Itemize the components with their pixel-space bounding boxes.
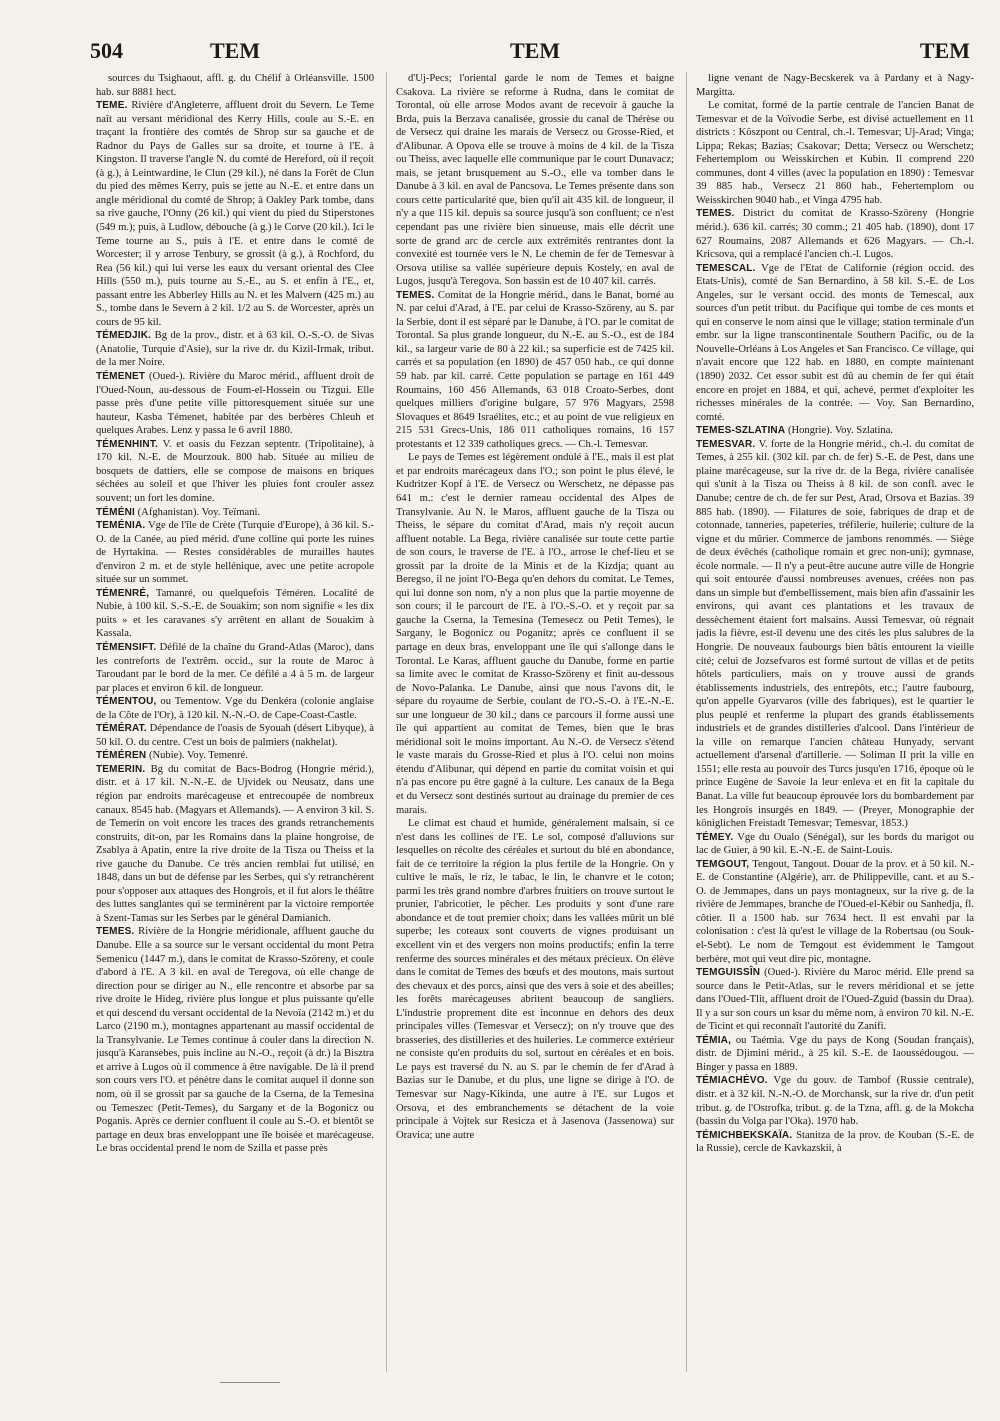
entry-headword: TEMGUISSÎN — [696, 967, 761, 979]
running-header — [90, 38, 970, 66]
dictionary-entry — [696, 858, 974, 966]
column-right — [696, 72, 974, 1372]
entry-headword: TEMERIN. — [96, 763, 146, 775]
entry-text: Tengout, Tangout. Douar de la prov. et à 50 kil. N.-E. de Constantine (Algérie), arr. de Philippeville, cant. et au S.-O. de Jemmapes, dans un pays montagneux, sur la rive g. de la rivière de Jemmapes, branche de l'Oued-el-Kébir ou Sanhedja, fl. côtier. Il a 1500 hab. sur 7634 hect. Il est envahi par la colonisation : c'est là qu'est le village de la Robertsau (ou Souk-el-Sebt). Le nom de Temgout est évidemment le Tamgout berbère, mot qui veut dire pic, montagne. — [696, 858, 974, 965]
dictionary-entry — [696, 262, 974, 425]
entry-headword: TÉMÉREN — [96, 750, 147, 762]
entry-headword: TÉMENRÉ, — [96, 587, 150, 599]
entry-text: d'Uj-Pecs; l'oriental garde le nom de Temes et baigne Csakova. La rivière se reforme à Rudna, dans le comitat de Torontal, où elle arrose Modos avant de recevoir à gauche la Brda, puis la Berzava canalisée, grossie du canal de Thérèse ou de Versecz qui draine les marais de Versecz ou Grosse-Ried, et d'Alibunar. A Opova elle se trouve à moins de 4 kil. de la Tisza ou Theiss, avec laquelle elle communique par le court Dunavacz; mais, se jetant brusquement au S.-O., elle va tomber dans le Danube à 3 kil. en aval de Pancsova. Le Temes présente dans son cours cette particularité que, bien qu'il ait 435 kil. de longueur, il n'y a que 115 kil. depuis sa source jusqu'à son confluent; ce n'est cependant pas une rivière bien sinueuse, mais elle décrit une sorte de grand arc de cercle aux extrémités rentrantes dont la convexité est tournée vers le N. Le chemin de fer de Temesvar à Orsova utilise sa vallée supérieure depuis Kostely, en aval de Lugos, jusqu'à Teregova. Son bassin est de 10 407 kil. carrés. — [396, 73, 674, 288]
header-right-word: TEM — [919, 38, 970, 63]
entry-headword: TÉMENET — [96, 371, 146, 383]
dictionary-entry — [96, 695, 374, 722]
dictionary-entry — [96, 438, 374, 506]
entry-text: ou Tementow. Vge du Denkéra (colonie anglaise de la Côte de l'Or), à 120 kil. N.-N.-O. de Cape-Coast-Castle. — [96, 696, 374, 721]
entry-paragraph — [96, 72, 374, 99]
entry-text: Dépendance de l'oasis de Syouah (désert Libyque), à 50 kil. O. du centre. C'est un bois de palmiers (nakhelat). — [96, 723, 374, 748]
entry-text: Comitat de la Hongrie mérid., dans le Banat, borné au N. par celui d'Arad, à l'E. par celui de Krasso-Szöreny, au S. par la Serbie, dont il est séparé par le Danube, à l'O. par le comitat de Torontal. Sa plus grande longueur, du N.-E. au S.-O., est de 184 kil., sa largeur varie de 80 à 22 kil.; sa superficie est de 7425 kil. carrés et sa population (en 1890) de 457 050 hab., ce qui donne 59 hab. par kil. carré. Cette population se partage en 161 449 Roumains, 160 456 Allemands, 63 018 Croato-Serbes, dont quelques milliers d'origine bulgare, 57 976 Magyars, 2598 Slovaques et 8649 Israélites, etc.; et au point de vue religieux en 215 531 Grecs-Unis, 186 011 catholiques romains, 16 157 protestants et 12 339 catholiques grecs. — Ch.-l. Temesvar. — [396, 289, 674, 450]
dictionary-entry — [96, 763, 374, 926]
entry-text: Vge de l'Etat de Californie (région occid. des Etats-Unis), comté de San Bernardino, à 58 kil. S.-E. de Los Angeles, sur le versant occid. des monts de Temescal, aux sources d'un petit tribut. du Pacifique qui tombe de ces monts et qui en conserve le nom ainsi que le village; station terminale d'un embr. sur la ligne transcontinentale Southern Pacific, ou de la Nouvelle-Orléans à Los Angeles et San Francisco. Ce village, qui n'avait encore que 122 hab. en 1880, en compte maintenant (1890) 2032. Cet essor subit est dû au chemin de fer qui était encore en projet en 1884, et qui, achevé, permet d'exploiter les richesses minérales de la contrée. — Voy. San Bernardino, comté. — [696, 262, 974, 423]
entry-text: Stanitza de la prov. de Kouban (S.-E. de la Russie), cercle de Kavkazskii, à — [696, 1129, 974, 1155]
entry-paragraph — [396, 451, 674, 817]
entry-text: Défilé de la chaîne du Grand-Atlas (Maroc), dans les contreforts de l'extrêm. occid., sur la route de Maroc à Taroudant par le bord de la mer. Ce défilé a 4 à 5 m. de largeur par places et environ 6 kil. de longueur. — [96, 641, 374, 694]
dictionary-entry — [696, 1034, 974, 1075]
dictionary-entry — [96, 99, 374, 329]
dictionary-entry — [696, 966, 974, 1034]
dictionary-entry — [696, 207, 974, 261]
entry-headword: TEMÉNIA. — [96, 520, 146, 532]
dictionary-entry — [696, 831, 974, 858]
dictionary-entry — [96, 519, 374, 587]
entry-headword: TÉMENTOU, — [96, 696, 157, 708]
entry-text: (Nubie). Voy. Temenré. — [148, 750, 248, 762]
entry-text: Vge du Oualo (Sénégal), sur les bords du marigot ou lac de Guier, à 90 kil. E.-N.-E. de Saint-Louis. — [696, 831, 974, 857]
entry-text: Vge de l'île de Crète (Turquie d'Europe), à 36 kil. S.-O. de la Canée, au pied mérid. d'une colline qui porte les ruines de Hyrtakina. — Restes considérables de murailles hautes d'environ 2 m. et de style hellénique, avec une petite acropole située sur un sommet. — [96, 520, 374, 586]
entry-text: V. et oasis du Fezzan septentr. (Tripolitaine), à 170 kil. N.-E. de Mourzouk. 800 hab. Située au milieu de bosquets de dattiers, elle se compose de maisons en briques séchées au soleil et que l'hiver les pluies font crouler assez souvent; un fort les domine. — [96, 438, 374, 504]
entry-text: sources du Tsighaout, affl. g. du Chélif à Orléansville. 1500 hab. sur 8881 hect. — [96, 73, 374, 98]
dictionary-entry — [96, 329, 374, 370]
dictionary-entry — [396, 289, 674, 452]
entry-text: Tamanré, ou quelquefois Téméren. Localité de Nubie, à 100 kil. S.-S.-E. de Souakim; son nom signifie « les dix puits » et les caravanes s'y arrêtent en allant de Souakim à Kassala. — [96, 587, 374, 640]
column-left — [96, 72, 374, 1372]
entry-headword: TÉMIA, — [696, 1034, 732, 1046]
dictionary-entry — [96, 370, 374, 438]
column-middle — [396, 72, 674, 1372]
entry-headword: TEMES-SZLATINA — [696, 425, 786, 437]
entry-text: Rivière de la Hongrie méridionale, affluent gauche du Danube. Elle a sa source sur le versant occidental du mont Petra Semenicu (1447 m.), dans le comitat de Krasso-Szöreny, et coule d'abord à l'E. A 3 kil. en aval de Teregova, où elle change de direction pour se diriger au N., elle rencontre et absorbe par sa rive droite le Hideg, rivière plus longue et plus puissante qu'elle et qui descend du versant occidental de la Nevoïa (2142 m.) et du Larco (2190 m.), montagnes appartenant au massif occidental de la Transylvanie. Le Temes continue à couler dans la direction N. jusqu'à Karansebes, puis incline au N.-O., reçoit (à dr.) la Bisztra et arrive à Lugos où il commence à être navigable. De là il prend son cours vers l'O. et pénètre dans le comitat auquel il donne son nom, où il se grossit par sa gauche de la Cserna, de la Temesina ou Temeszec (Petit-Temes), du Sargany et de la Bogonicz ou Poganis. Après ce dernier confluent il coule au S.-O. et bientôt se partage en deux bras enveloppant une île boisée et marécageuse. Le bras occidental prend le nom de Szilla et passe près — [96, 926, 374, 1155]
entry-text: ligne venant de Nagy-Becskerek va à Pardany et à Nagy-Margitta. — [696, 73, 974, 98]
entry-headword: TÉMEY. — [696, 831, 734, 843]
entry-headword: TEMES. — [696, 208, 735, 220]
entry-paragraph — [696, 99, 974, 207]
entry-paragraph — [696, 72, 974, 99]
entry-headword: TÉMICHBEKSKAÏA. — [696, 1129, 793, 1141]
entry-text: Rivière d'Angleterre, affluent droit du Severn. Le Teme naît au versant méridional des Kerry Hills, coule au S.-E. en traçant la frontière des comtés de Shrop sur sa gauche et de Radnor du Pays de Galles sur sa droite, et tourne à l'E. à Kingston. Il traverse l'angle N. du comté de Hereford, où il reçoit (à g.), à Leintwardine, le Clun (29 kil.), né dans la Forêt de Clun du pied des mêmes Kerry, puis se jette au N.-E. et entre dans un angle méridional du comté de Shrop; à Oakley Park tombe, dans sa rive gauche, l'Onny (26 kil.) qui vient du pied du Stiperstones (549 m.); puis, à Ludlow, débouche (à g.) le Corve (20 kil.). Ici le Teme tourne au S., puis à l'E. et entre dans le comté de Worcester; il y arrose Tenbury, se grossit (à g.), à Rochford, du Rea (56 kil.) qui lui verse les eaux du versant oriental des Clee Hills (550 m.), puis tourne au S.-E., au S. et enfin à l'E., et, passant entre les Abberley Hills au N. et les Malvern (425 m.) au S., tombe dans le Severn à 2 kil. 1/2 au S. de Worcester, après un cours de 95 kil. — [96, 100, 374, 328]
entry-paragraph — [396, 817, 674, 1142]
header-center-word: TEM — [510, 38, 561, 63]
entry-text: Le pays de Temes est légèrement ondulé à l'E., mais il est plat et par endroits marécageux dans l'O.; son point le plus élevé, le Kudritzer Kopf à l'E. de Versecz ou Werschetz, ne dépasse pas 641 m.: c'est le dernier rameau occidental des Alpes de Transylvanie. Au N. le Maros, affluent gauche de la Tisza ou Theiss, le sépare du comitat d'Arad, mais n'y reçoit aucun affluent notable. La Bega, rivière canalisée sur toute cette partie de son cours, le traverse de l'E. à l'O., arrose le chef-lieu et se grossit par la droite de la Minis et de la Kizdja; quant au Beregso, il ne joint l'O-Bega qu'en dehors du comitat. Le Temes, qui lui donne son nom, n'y a non plus que la partie moyenne de son cours; il le parcourt de l'E. à l'O.-S.-O. et y reçoit par sa gauche la Cserna, la Temesina (Temesecz ou Petit Temes), le Sargany, le Bogonicz ou Poganitz; après ce confluent il se partage en deux bras, enveloppant une île qui s'allonge dans le Torontal. Le Karas, affluent gauche du Danube, forme en partie sa limite avec le comitat de Krasso-Szöreny et finit au-dessous de Novo-Palanka. Le Danube, ainsi que nous l'avons dit, le sépare du royaume de Serbie, coulant de l'O.-S.-O. à l'E.-N.-E. sur une longueur de 30 kil.; dans ce parcours il forme aussi une île qui appartient au comitat de Temes, bien que le bras méridional soit le moins important. Au N.-O. de Versecz s'étend le vaste marais du Grosse-Ried et plus à l'O. celui non moins étendu d'Alibunar, qui dépend en partie du comitat voisin et qui n'a pas encore pu être gagné à la culture. Les canaux de la Bega et du Versecz sont destinés surtout au drainage du premier de ces marais. — [396, 452, 674, 816]
entry-headword: TEME. — [96, 100, 128, 112]
entry-paragraph — [396, 72, 674, 289]
dictionary-entry — [96, 641, 374, 695]
entry-headword: TEMES. — [396, 289, 435, 301]
entry-text: Bg du comitat de Bacs-Bodrog (Hongrie mérid.), distr. et à 17 kil. N.-N.-E. de Ujvidek ou Neusatz, dans une région par endroits marécageuse et entrecoupée de nombreux canaux. 8545 hab. (Magyars et Allemands). — A environ 3 kil. S. de Temerin on voit encore les traces des grands retranchements construits, dit-on, par les Romains dans la plaine hongroise, de Zsablya à Apatin, entre la rive droite de la Tisza ou Theiss et la rive gauche du Danube. Ce très ancien remblai fut utilisé, en 1848, dans un but de défense par les Serbes, qui s'y retranchèrent pour s'opposer aux attaques des Hongrois, et il fut alors le théâtre des luttes sanglantes qui se terminèrent par la victoire remportée à Szent-Tamas sur les Serbes par le général Damianich. — [96, 763, 374, 924]
entry-headword: TÉMÉNI — [96, 506, 135, 518]
entry-text: Bg de la prov., distr. et à 63 kil. O.-S.-O. de Sivas (Anatolie, Turquie d'Asie), sur la rive dr. du Kizil-Irmak, tribut. de la mer Noire. — [96, 330, 374, 369]
entry-headword: TÉMEDJIK. — [96, 330, 152, 342]
dictionary-entry — [696, 1074, 974, 1128]
entry-text: (Oued-). Rivière du Maroc mérid. Elle prend sa source dans le Petit-Atlas, sur le revers méridional et se jette dans l'Oued-Tlit, affluent droit de l'Oued-Zguid (bassin du Draa). Il y a sur son cours un ksar du même nom, à environ 70 kil. N.-E. de Ticint et qui reconnaît l'autorité du Zanifi. — [696, 967, 974, 1033]
entry-headword: TÉMENSIFT. — [96, 641, 157, 653]
header-left-word: TEM — [210, 38, 261, 63]
dictionary-entry — [96, 925, 374, 1155]
entry-text: (Afghanistan). Voy. Teïmani. — [137, 506, 261, 518]
dictionary-entry — [96, 587, 374, 641]
bottom-rule — [220, 1382, 280, 1383]
text-columns — [96, 72, 974, 1372]
entry-headword: TEMES. — [96, 926, 135, 938]
entry-text: Vge du gouv. de Tambof (Russie centrale), distr. et à 32 kil. N.-N.-O. de Morchansk, sur la rive dr. d'un petit tribut. g. de l'Ostrofka, tribut. g. de la Tzna, affl. g. de la Mokcha (bassin du Volga par l'Oka). 1970 hab. — [696, 1075, 974, 1128]
entry-text: V. forte de la Hongrie mérid., ch.-l. du comitat de Temes, à 255 kil. (302 kil. par ch. de fer) S.-E. de Pest, dans une plaine marécageuse, sur la rive dr. de la Bega, rivière canalisée qui s'unit à la Tisza ou Theiss à 8 kil. de son confl. avec le Danube; centre de ch. de fer sur Pest, Arad, Orsova et Bazias. 39 885 hab. (1890). — Filatures de soie, fabriques de drap et de cotonnade, tanneries, papeteries, tréfilerie, huilerie; culture de la vigne et du mûrier. Commerce de jambons renommés. — Siège de deux évêchés (catholique romain et grec non-uni); gymnase, école normale. — Il n'y a peut-être aucune autre ville de Hongrie qui soit entourée d'aussi nombreuses avenues, créées non pas dans un simple but d'embellissement, mais bien afin d'assainir les environs, qui avant ces plantations et les travaux de dessèchement étaient fort malsains. Aussi Temesvar, où régnait jadis la fièvre, est-il devenu une des cités les plus salubres de la Hongrie. De nouveaux faubourgs bien bâtis entourent la vieille cité; celui de Jozsefvaros est formé surtout de villas et de petits hôtels particuliers, mais on y trouve aussi de grands établissements industriels, des entrepôts, etc.; l'autre faubourg, qu'on appelle Gyarvaros (ville des fabriques), est le quartier le plus peuplé et renferme la plupart des grands établissements industriels et de grandes distilleries d'alcool. Dans l'intérieur de la ville on remarque l'ancien château Hunyady, servant actuellement d'arsenal d'artillerie. — Soliman II prit la ville en 1551; elle resta au pouvoir des Turcs jusqu'en 1716, époque où le prince Eugène de Savoie la leur enleva et en fit la capitale du Banat. La ville fut beaucoup éprouvée lors du bombardement par les Hongrois insurgés en 1849. — (Preyer, Monographie der königlichen Freistadt Temesvar; Temesvar, 1853.) — [696, 438, 974, 830]
entry-text: Le comitat, formé de la partie centrale de l'ancien Banat de Temesvar et de la Voïvodie Serbe, est divisé actuellement en 11 districts : Köszpont ou Central, ch.-l. Temesvar; Uj-Arad; Vinga; Lippa; Rekas; Bazias; Csakovar; Detta; Versecz ou Werschetz; Fehertemplom ou Weisskirchen et Kubin. Il comprend 220 communes, dont 4 villes (avec la population en 1890) : Temesvar 39 885 hab., Versecz 21 860 hab., Fehertemplom ou Weisskirchen 9040 hab., et Vinga 4795 hab. — [696, 100, 974, 206]
entry-text: District du comitat de Krasso-Szöreny (Hongrie mérid.). 636 kil. carrés; 30 comm.; 21 405 hab. (1890), dont 17 627 Roumains, 2087 Allemands et 626 Magyars. — Ch.-l. Kricsova, qui a remplacé l'ancien ch.-l. Lugos. — [696, 208, 974, 261]
entry-headword: TÉMENHINT. — [96, 438, 158, 450]
dictionary-entry — [96, 506, 374, 520]
entry-text: (Oued-). Rivière du Maroc mérid., affluent droit de l'Oued-Noun, au-dessous de Foum-el-Hossein ou Tizgui. Elle passe près d'une petite ville pittoresquement située sur une hauteur, Kasba Témenet, habitée par des berbères Chleuh et quelques Arabes. Lenz y passa le 6 avril 1880. — [96, 371, 374, 437]
entry-headword: TEMESCAL. — [696, 262, 756, 274]
entry-headword: TÉMÉRAT. — [96, 723, 147, 735]
entry-text: Le climat est chaud et humide, généralement malsain, si ce n'est dans les collines de l'E. Le sol, composé d'alluvions sur lesquelles on récolte des céréales et surtout du blé en abondance, fait de ce territoire la région la plus fertile de la Hongrie. On y cultive le maïs, le riz, le tabac, le lin, le chanvre et le coton; parmi les très grand nombre d'arbres fruitiers on trouve surtout le prunier, l'abricotier, le pêcher. Les produits y sont d'une rare abondance et de tout premier choix; dans les vallées mûrit un blé superbe; les coteaux sont couverts de vignes produisant un excellent vin et des vergers non moins productifs; enfin la terre renferme des sources minérales et des métaux précieux. On élève dans le comitat de Temes des bœufs et des moutons, mais surtout des chevaux et des porcs, ainsi que des vers à soie et des abeilles; les forêts marécageuses abritent beaucoup de sangliers. L'industrie proprement dite est inconnue en dehors des deux principales villes (Temesvar et Versecz); on n'y trouve que des brasseries, des distilleries et des huileries. Le commerce extérieur ne consiste qu'en produits du sol, surtout en céréales et en bois. Le pays est traversé du N. au S. par le chemin de fer d'Arad à Bazias sur le Danube, et du plus, une ligne se dirige à l'O. de Temesvar sur Nagy-Kikinda, une autre à l'E. sur Lugos et Orsova, et des embranchements se détachent de la voie principale à Vojtek sur Resicza et à Jasenova (Jassenowa) sur Oravica; une autre — [396, 818, 674, 1141]
dictionary-entry — [96, 722, 374, 749]
entry-headword: TÉMIACHÉVO. — [696, 1075, 768, 1087]
entry-text: ou Taémia. Vge du pays de Kong (Soudan français), distr. de Djimini mérid., à 25 kil. S.-E. de Iaoussédougou. — Binger y passa en 1889. — [696, 1034, 974, 1073]
dictionary-entry — [96, 749, 374, 763]
entry-headword: TEMESVAR. — [696, 438, 756, 450]
page-number: 504 — [90, 38, 123, 63]
dictionary-entry — [696, 438, 974, 831]
dictionary-entry — [696, 424, 974, 438]
entry-headword: TEMGOUT, — [696, 858, 750, 870]
entry-text: (Hongrie). Voy. Szlatina. — [787, 425, 894, 437]
dictionary-entry — [696, 1129, 974, 1156]
